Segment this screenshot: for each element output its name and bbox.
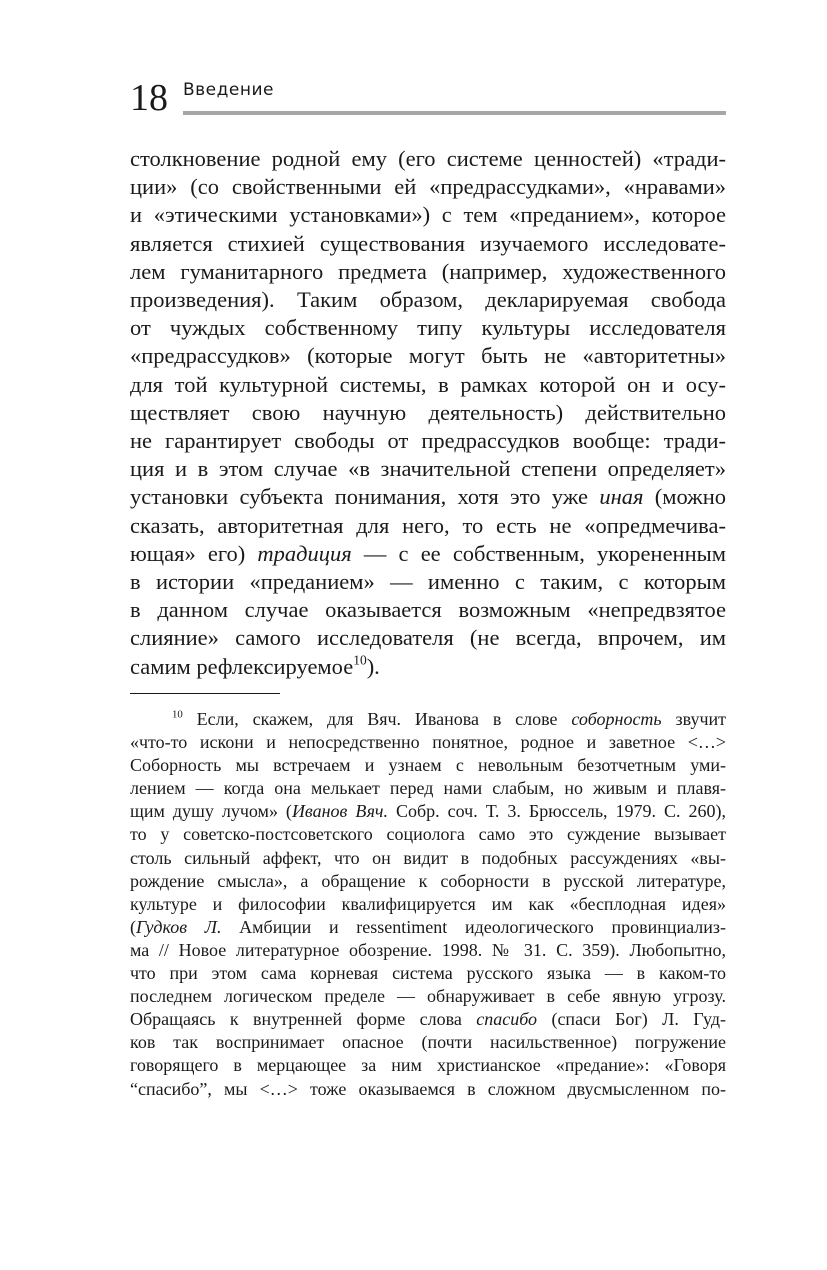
italic-run: традиция — [257, 540, 352, 566]
text-line: в истории «преданием» — именно с таким, с которым — [130, 569, 726, 595]
text-run: Обращаясь к внутренней форме слова — [130, 1009, 477, 1030]
text-line: является стихией существования изучаемого исследовате- — [130, 230, 726, 256]
running-title: Введение — [183, 80, 274, 100]
footnote-line: рождение смысла», а обращение к соборности в русской литературе, — [130, 870, 726, 891]
text-line: для той культурной системы, в рамках которой он и осу- — [130, 371, 726, 397]
footnote — [130, 708, 726, 1101]
text-line: сказать, авторитетная для него, то есть не «опредмечива- — [130, 512, 726, 538]
footnote-line — [130, 800, 726, 823]
text-run: установки субъекта понимания, хотя это уже — [130, 484, 600, 510]
italic-run: Иванов Вяч. — [291, 801, 389, 822]
italic-run: соборность — [571, 709, 662, 729]
footnote-separator — [130, 693, 280, 694]
text-run: ( — [130, 916, 136, 937]
footnote-reference: 10 — [353, 652, 367, 668]
text-line: ция и в этом случае «в значительной степени определяет» — [130, 456, 726, 482]
footnote-line: культуре и философии квалифицируется им как «бесплодная идея» — [130, 893, 726, 914]
text-line: произведения). Таким образом, декларируемая свобода — [130, 287, 726, 313]
footnote-line: что при этом сама корневая система русского языка — в каком-то — [130, 963, 726, 984]
page-number: 18 — [130, 77, 168, 119]
text-run: Если, скажем, для Вяч. Иванова в слове — [182, 709, 572, 729]
text-line: от чуждых собственному типу культуры исследователя — [130, 315, 726, 341]
text-line: слияние» самого исследователя (не всегда, впрочем, им — [130, 625, 726, 651]
text-line: в данном случае оказывается возможным «непредвзятое — [130, 597, 726, 623]
footnote-line: «что-то искони и непосредственно понятное, родное и заветное <…> — [130, 732, 726, 753]
text-line: «предрассудков» (которые могут быть не «авторитетны» — [130, 343, 726, 369]
text-run: (можно — [643, 484, 727, 510]
text-run: Амбиции и ressentiment идеологического провинциализ- — [221, 916, 726, 937]
text-run: (спаси Бог) Л. Гуд- — [537, 1009, 727, 1030]
footnote-line: ма // Новое литературное обозрение. 1998. № 31. С. 359). Любопытно, — [130, 939, 726, 960]
text-run: ющая» его) — [130, 540, 258, 566]
text-line: ществляет свою научную деятельность) действительно — [130, 399, 726, 425]
footnote-line: то у советско-постсоветского социолога само это суждение вызывает — [130, 824, 726, 845]
footnote-line: говорящего в мерцающее за ним христианское «предание»: «Говоря — [130, 1055, 726, 1076]
footnote-line: лением — когда она мелькает перед нами слабым, но живым и плавя- — [130, 778, 726, 799]
text-line: и «этическими установками») с тем «преданием», которое — [130, 202, 726, 228]
text-run: ). — [366, 653, 380, 679]
footnote-line — [130, 1008, 726, 1031]
footnote-number: 10 — [172, 708, 183, 721]
main-text — [130, 145, 726, 681]
text-line — [130, 483, 726, 511]
text-line: лем гуманитарного предмета (например, художественного — [130, 258, 726, 284]
footnote-line: Соборность мы встречаем и узнаем с невольным безотчетным уми- — [130, 755, 726, 776]
footnote-line: столь сильный аффект, что он видит в подобных рассуждениях «вы- — [130, 847, 726, 868]
footnote-line: “спасибо”, мы <…> тоже оказываемся в сложном двусмысленном по- — [130, 1078, 726, 1099]
text-run: щим душу лучом» ( — [130, 801, 292, 822]
page-header — [130, 78, 726, 118]
footnote-line: последнем логическом пределе — обнаруживает в себе явную угрозу. — [130, 986, 726, 1007]
text-line: ции» (со свойственными ей «предрассудками», «нравами» — [130, 174, 726, 200]
footnote-line — [130, 916, 726, 939]
footnote-line — [130, 708, 726, 731]
text-line — [130, 653, 726, 681]
footnote-line: ков так воспринимает опасное (почти насильственное) погружение — [130, 1032, 726, 1053]
header-rule — [183, 111, 726, 115]
text-line: не гарантирует свободы от предрассудков вообще: тради- — [130, 428, 726, 454]
text-run: звучит — [661, 709, 727, 729]
italic-run: Гудков Л. — [136, 916, 222, 937]
text-line — [130, 540, 726, 568]
text-run: самим рефлексируемое — [130, 653, 354, 679]
text-line: столкновение родной ему (его системе ценностей) «тради- — [130, 146, 726, 171]
italic-run: спасибо — [476, 1009, 538, 1030]
italic-run: иная — [599, 484, 644, 510]
text-run: Собр. соч. Т. 3. Брюссель, 1979. С. 260), — [388, 801, 726, 822]
text-run: — с ее собственным, укорененным — [351, 540, 726, 566]
